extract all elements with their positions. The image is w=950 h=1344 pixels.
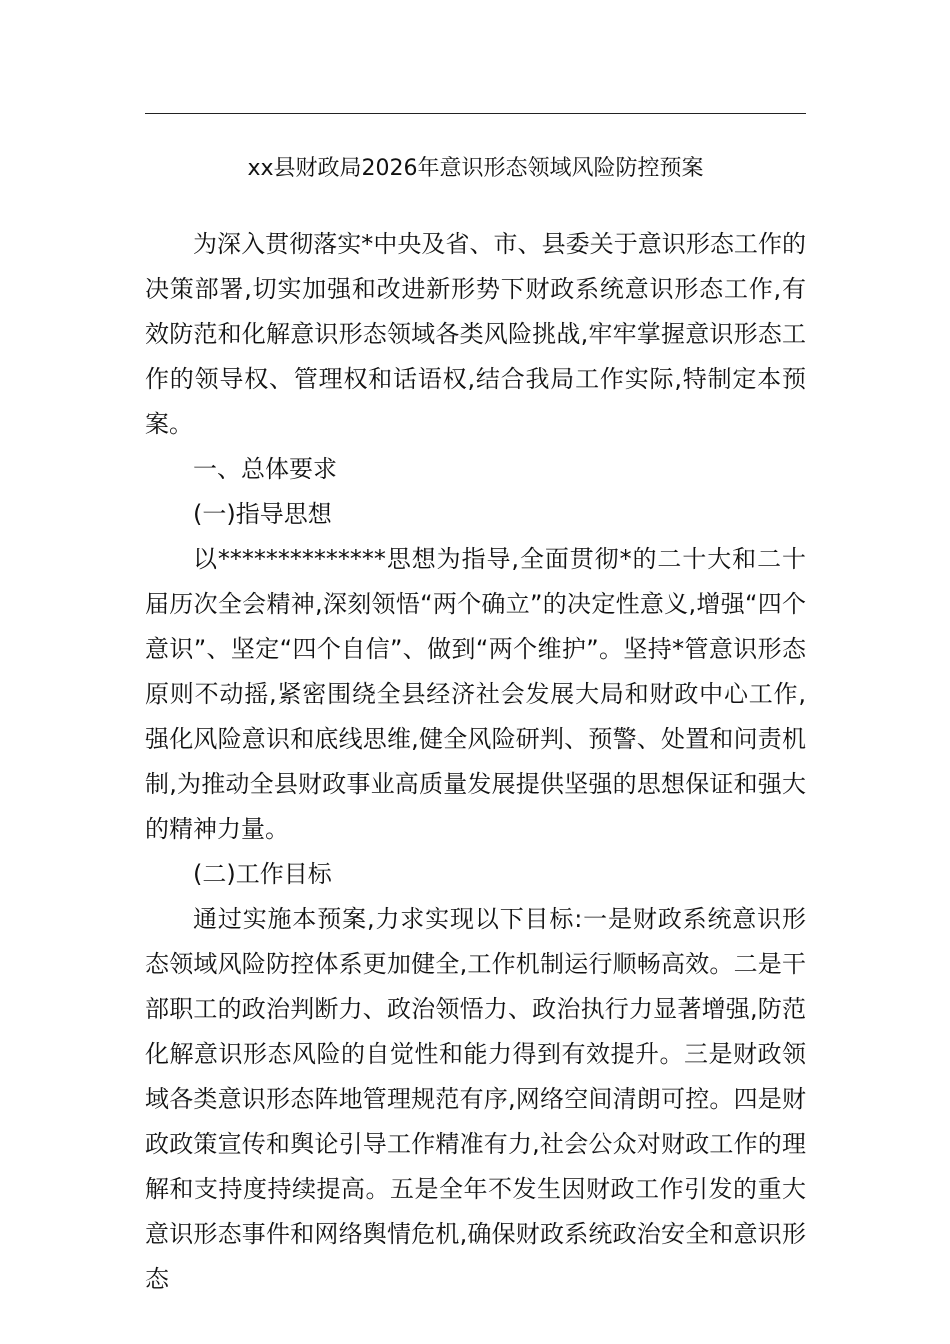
guiding-ideology-paragraph: 以**************思想为指导,全面贯彻*的二十大和二十届历次全会精神,深刻领悟“两个确立”的决定性意义,增强“四个意识”、坚定“四个自信”、做到“两个维护”。坚持*管意识形态原则不动摇,紧密围绕全县经济社会发展大局和财政中心工作,强化风险意识和底线思维,健全风险研判、预警、处置和问责机制,为推动全县财政事业高质量发展提供坚强的思想保证和强大的精神力量。 [145, 545, 806, 843]
subsection-heading-work-goals: (二)工作目标 [193, 860, 332, 888]
work-goals-paragraph: 通过实施本预案,力求实现以下目标:一是财政系统意识形态领域风险防控体系更加健全,工作机制运行顺畅高效。二是干部职工的政治判断力、政治领悟力、政治执行力显著增强,防范化解意识形态风险的自觉性和能力得到有效提升。三是财政领域各类意识形态阵地管理规范有序,网络空间清朗可控。四是财政政策宣传和舆论引导工作精准有力,社会公众对财政工作的理解和支持度持续提高。五是全年不发生因财政工作引发的重大意识形态事件和网络舆情危机,确保财政系统政治安全和意识形态 [145, 905, 806, 1293]
document-title: xx县财政局2026年意识形态领域风险防控预案 [247, 156, 704, 181]
intro-paragraph: 为深入贯彻落实*中央及省、市、县委关于意识形态工作的决策部署,切实加强和改进新形势下财政系统意识形态工作,有效防范和化解意识形态领域各类风险挑战,牢牢掌握意识形态工作的领导权、管理权和话语权,结合我局工作实际,特制定本预案。 [145, 230, 806, 438]
header-rule [145, 113, 806, 114]
section-heading-general-requirements: 一、总体要求 [193, 455, 337, 483]
document-body [145, 222, 806, 1302]
subsection-heading-guiding-ideology: (一)指导思想 [193, 500, 332, 528]
